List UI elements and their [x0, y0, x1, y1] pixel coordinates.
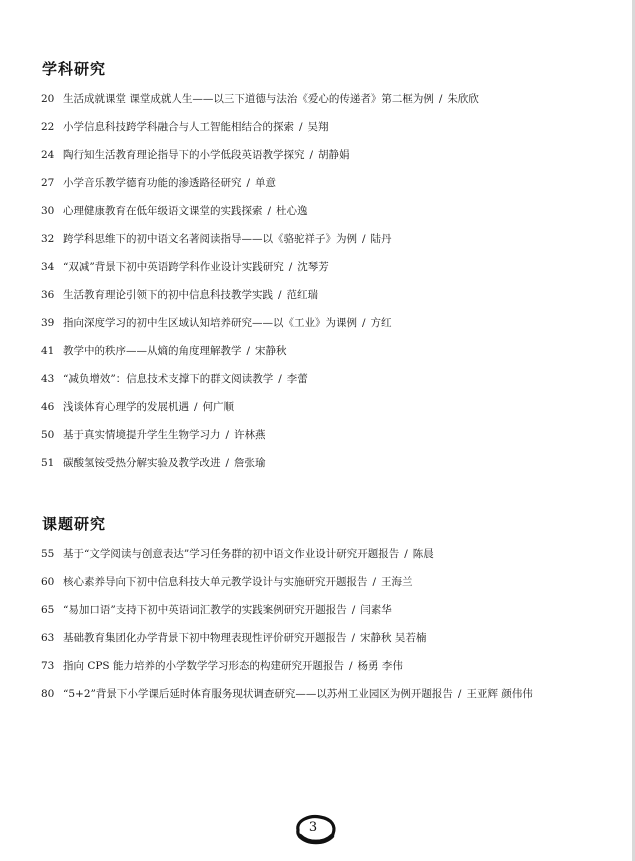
toc-entry[interactable] — [41, 259, 479, 287]
toc-page-number: 41 — [41, 345, 55, 357]
toc-entry-author: 杜心逸 — [276, 205, 308, 217]
toc-page-number: 36 — [41, 289, 55, 301]
toc-separator: / — [309, 149, 314, 161]
toc-entry-title: 小学音乐教学德育功能的渗透路径研究 — [63, 177, 242, 189]
toc-page-number: 60 — [41, 576, 55, 588]
toc-separator: / — [362, 233, 366, 245]
toc-entry-author: 胡静娟 — [318, 149, 350, 161]
toc-separator: / — [299, 121, 303, 133]
toc-entry-title: “5+2”背景下小学课后延时体育服务现状调查研究——以苏州工业园区为例开题报告 — [63, 688, 453, 700]
page-number-badge — [290, 812, 340, 846]
toc-entry-title: “易加口语”支持下初中英语词汇教学的实践案例研究开题报告 — [63, 604, 347, 616]
toc-entry[interactable] — [41, 427, 479, 455]
toc-page-number: 24 — [41, 149, 55, 161]
toc-separator: / — [372, 576, 377, 588]
toc-page-number: 55 — [41, 548, 55, 560]
toc-entry[interactable] — [41, 371, 479, 399]
page-number: 3 — [308, 820, 318, 835]
toc-list-subject-research — [41, 91, 479, 483]
toc-separator: / — [351, 632, 356, 644]
toc-page-number: 20 — [41, 93, 55, 105]
toc-page-number: 27 — [41, 177, 55, 189]
toc-entry-author: 单意 — [255, 177, 277, 189]
toc-entry-author: 宋静秋 吴若楠 — [360, 632, 427, 644]
toc-entry-title: 基于“文学阅读与创意表达”学习任务群的初中语文作业设计研究开题报告 — [63, 548, 400, 560]
toc-entry-title: 指向深度学习的初中生区域认知培养研究——以《工业》为课例 — [63, 317, 357, 329]
toc-entry-author: 詹张瑜 — [234, 457, 266, 469]
toc-entry-author: 陆丹 — [370, 233, 392, 245]
toc-separator: / — [267, 205, 272, 217]
toc-page-number: 32 — [41, 233, 55, 245]
toc-entry[interactable] — [41, 231, 479, 259]
toc-entry-author: 王海兰 — [381, 576, 413, 588]
toc-entry-title: 生活成就课堂 课堂成就人生——以三下道德与法治《爱心的传递者》第二框为例 — [63, 93, 434, 105]
toc-entry-author: 方红 — [370, 317, 392, 329]
toc-entry-author: 吴翔 — [307, 121, 329, 133]
toc-page-number: 51 — [41, 457, 55, 469]
toc-separator: / — [278, 373, 282, 385]
toc-entry-title: 小学信息科技跨学科融合与人工智能相结合的探索 — [63, 121, 294, 133]
toc-separator: / — [348, 660, 353, 672]
toc-entry[interactable] — [41, 455, 479, 483]
toc-entry[interactable] — [41, 343, 479, 371]
toc-entry-title: “减负增效”：信息技术支撑下的群文阅读教学 — [63, 373, 274, 385]
toc-entry[interactable] — [41, 315, 479, 343]
toc-page-number: 43 — [41, 373, 55, 385]
toc-entry-author: 闫素华 — [360, 604, 392, 616]
toc-entry[interactable] — [41, 399, 479, 427]
toc-separator: / — [351, 604, 356, 616]
toc-separator: / — [246, 177, 251, 189]
toc-entry-title: 浅谈体育心理学的发展机遇 — [63, 401, 189, 413]
toc-entry[interactable] — [41, 287, 479, 315]
toc-entry-author: 沈琴芳 — [297, 261, 329, 273]
toc-page-number: 65 — [41, 604, 55, 616]
toc-entry-title: “双减”背景下初中英语跨学科作业设计实践研究 — [63, 261, 284, 273]
toc-separator: / — [288, 261, 293, 273]
toc-entry[interactable] — [41, 91, 479, 119]
toc-entry[interactable] — [41, 658, 533, 686]
toc-entry-title: 陶行知生活教育理论指导下的小学低段英语教学探究 — [63, 149, 305, 161]
toc-entry-title: 指向 CPS 能力培养的小学数学学习形态的构建研究开题报告 — [63, 660, 344, 672]
toc-entry[interactable] — [41, 686, 533, 714]
toc-separator: / — [278, 289, 282, 301]
toc-entry-author: 宋静秋 — [255, 345, 287, 357]
toc-separator: / — [404, 548, 408, 560]
toc-entry-title: 生活教育理论引领下的初中信息科技教学实践 — [63, 289, 273, 301]
section-title-subject-research: 学科研究 — [42, 60, 107, 78]
toc-entry[interactable] — [41, 203, 479, 231]
toc-page-number: 63 — [41, 632, 55, 644]
toc-entry-title: 心理健康教育在低年级语文课堂的实践探索 — [63, 205, 263, 217]
toc-page-number: 22 — [41, 121, 55, 133]
toc-entry-author: 许林燕 — [234, 429, 266, 441]
toc-page-number: 39 — [41, 317, 55, 329]
toc-entry-title: 碳酸氢铵受热分解实验及教学改进 — [63, 457, 221, 469]
toc-entry-author: 王亚辉 颜伟伟 — [466, 688, 533, 700]
toc-separator: / — [438, 93, 443, 105]
toc-page-number: 50 — [41, 429, 55, 441]
toc-entry-title: 基础教育集团化办学背景下初中物理表现性评价研究开题报告 — [63, 632, 347, 644]
toc-page-number: 34 — [41, 261, 55, 273]
toc-entry-author: 陈晨 — [412, 548, 434, 560]
toc-separator: / — [246, 345, 251, 357]
toc-entry[interactable] — [41, 574, 533, 602]
section-title-project-research: 课题研究 — [42, 515, 107, 533]
toc-entry-author: 何广顺 — [202, 401, 235, 413]
toc-entry[interactable] — [41, 147, 479, 175]
toc-separator: / — [194, 401, 198, 413]
toc-entry[interactable] — [41, 119, 479, 147]
toc-separator: / — [225, 457, 230, 469]
toc-separator: / — [362, 317, 366, 329]
toc-page-number: 73 — [41, 660, 55, 672]
toc-entry-author: 李蕾 — [286, 373, 308, 385]
toc-entry-title: 跨学科思维下的初中语文名著阅读指导——以《骆驼祥子》为例 — [63, 233, 357, 245]
toc-entry-author: 范红瑞 — [286, 289, 319, 301]
toc-entry-title: 核心素养导向下初中信息科技大单元教学设计与实施研究开题报告 — [63, 576, 368, 588]
toc-separator: / — [225, 429, 230, 441]
toc-entry-title: 基于真实情境提升学生生物学习力 — [63, 429, 221, 441]
toc-separator: / — [457, 688, 462, 700]
toc-entry[interactable] — [41, 175, 479, 203]
toc-entry-author: 杨勇 李伟 — [357, 660, 403, 672]
toc-list-project-research — [41, 546, 533, 714]
toc-page-number: 46 — [41, 401, 55, 413]
toc-entry[interactable] — [41, 602, 533, 630]
toc-page-number: 30 — [41, 205, 55, 217]
toc-entry-author: 朱欣欣 — [447, 93, 479, 105]
toc-entry[interactable] — [41, 630, 533, 658]
toc-entry[interactable] — [41, 546, 533, 574]
toc-page-number: 80 — [41, 688, 55, 700]
toc-entry-title: 教学中的秩序——从熵的角度理解教学 — [63, 345, 242, 357]
